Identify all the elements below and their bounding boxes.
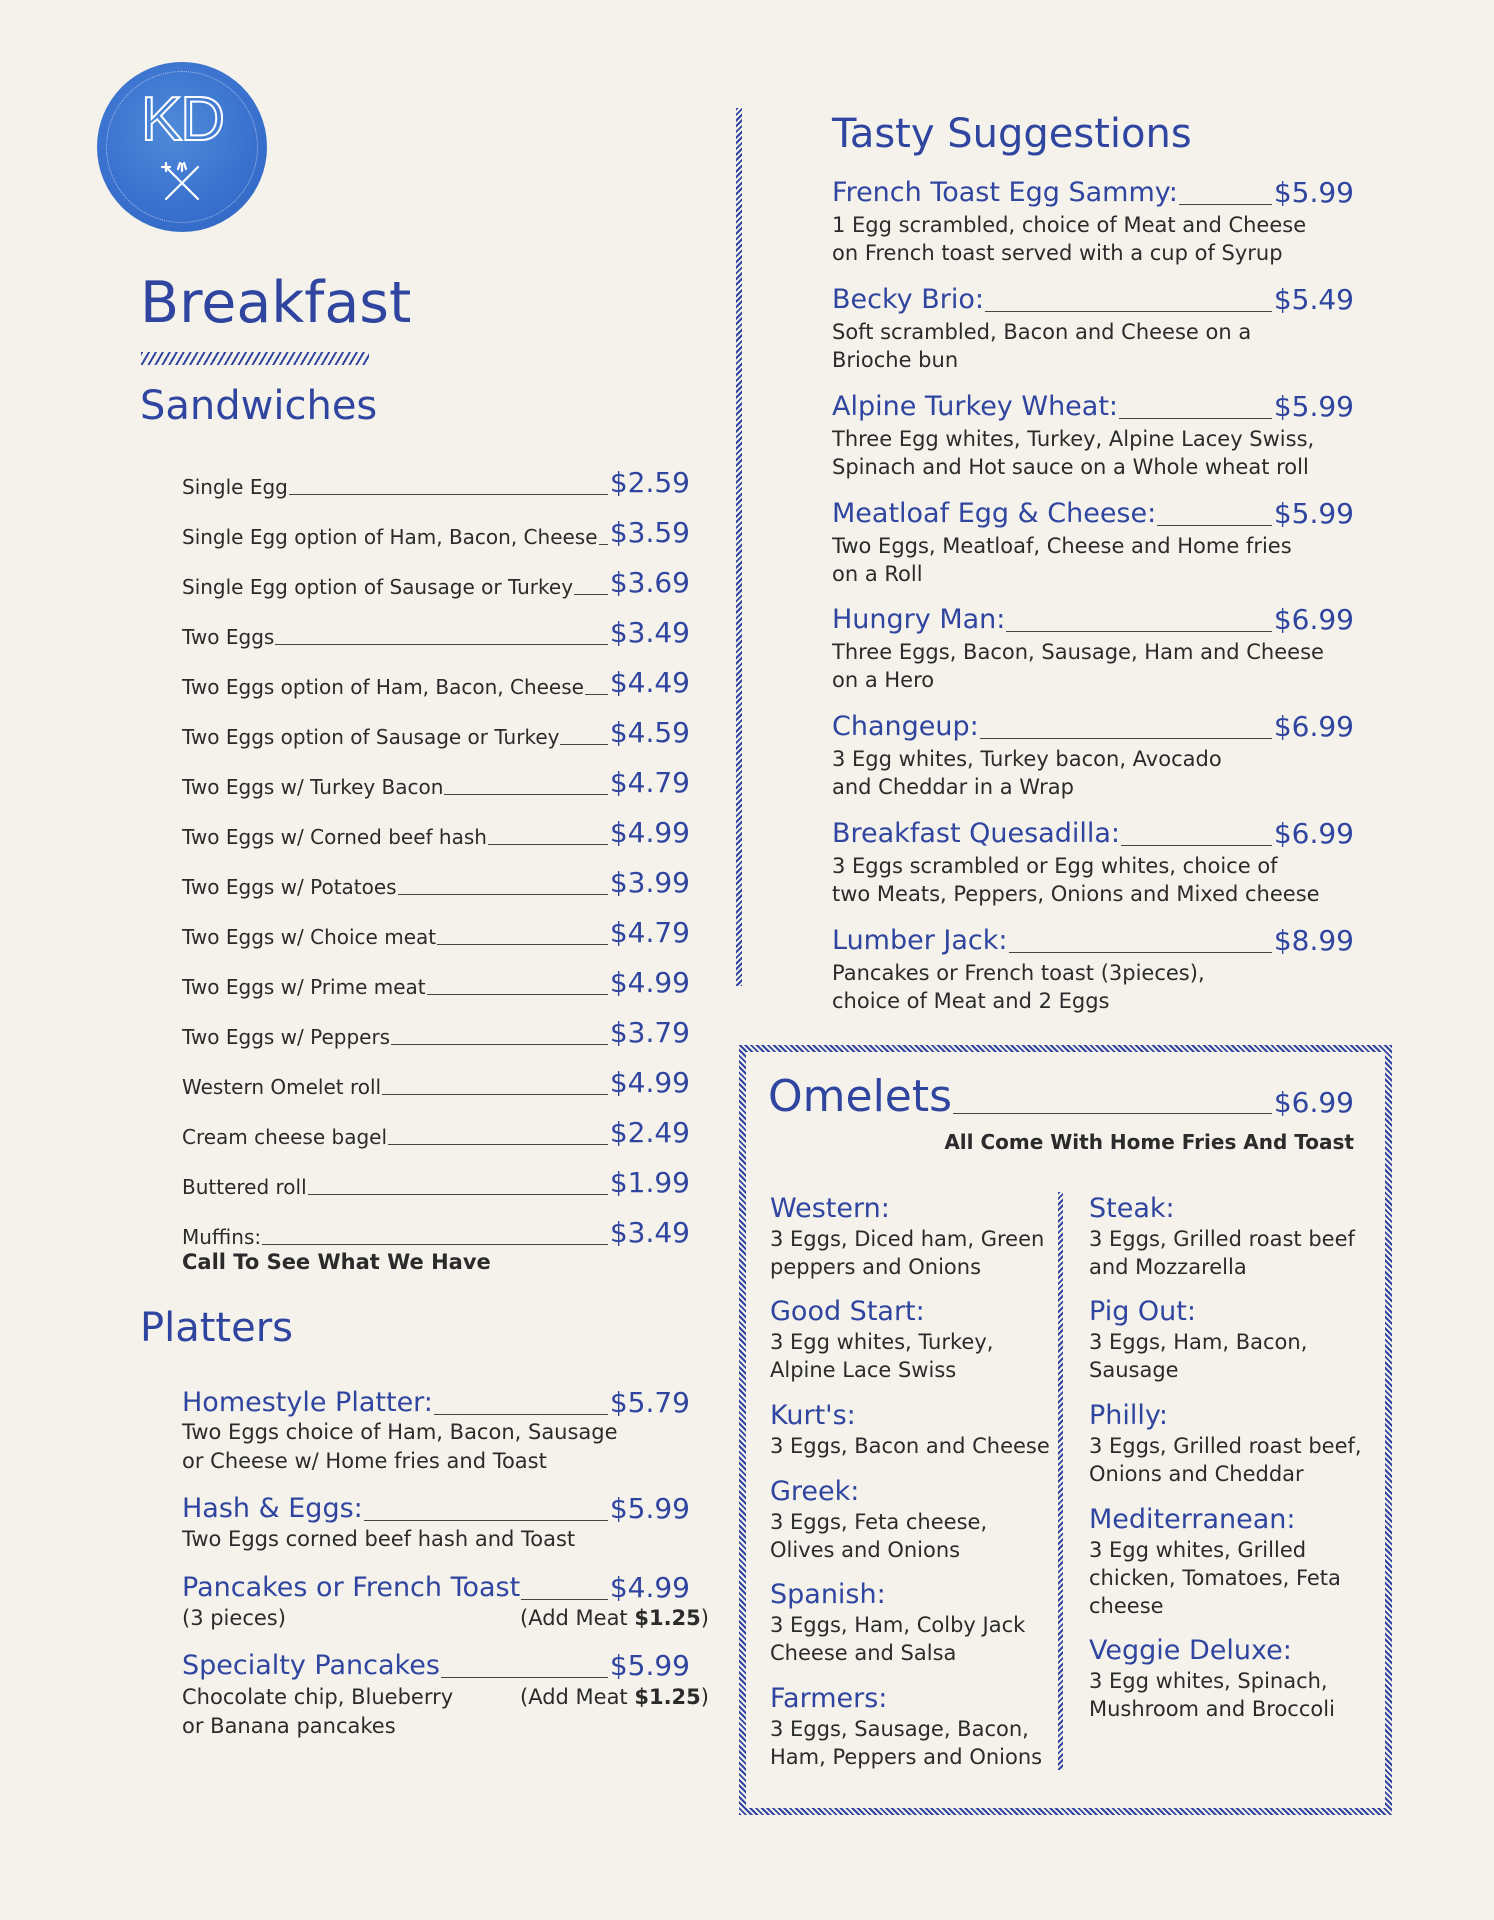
leader-line: [444, 794, 607, 795]
add-meat-close: ): [700, 1685, 709, 1709]
item-price: $4.99: [609, 1571, 690, 1604]
menu-item: [832, 283, 1354, 317]
item-price: $4.99: [609, 966, 690, 999]
item-name: Single Egg option of Ham, Bacon, Cheese: [182, 525, 598, 549]
item-name: French Toast Egg Sammy:: [832, 177, 1178, 208]
item-name: Cream cheese bagel: [182, 1125, 388, 1149]
platters-heading: Platters: [140, 1305, 294, 1351]
item-description: (3 pieces): [182, 1606, 286, 1630]
item-description: Two Eggs corned beef hash and Toast: [182, 1527, 576, 1551]
leader-line: [599, 544, 608, 545]
item-name: Two Eggs: [182, 625, 275, 649]
item-description: Chocolate chip, Blueberry: [182, 1685, 454, 1709]
item-name: Western Omelet roll: [182, 1075, 382, 1099]
omelet-description: Onions and Cheddar: [1089, 1462, 1304, 1486]
omelet-description: 3 Egg whites, Spinach,: [1089, 1669, 1328, 1693]
item-description: Two Eggs, Meatloaf, Cheese and Home fries: [832, 534, 1292, 558]
leader-line: [434, 1414, 608, 1415]
item-price: $4.99: [609, 816, 690, 849]
menu-item: [182, 1166, 690, 1200]
item-name: Two Eggs option of Ham, Bacon, Cheese: [182, 675, 584, 699]
add-meat-close: ): [700, 1606, 709, 1630]
item-name: Specialty Pancakes: [182, 1650, 440, 1681]
menu-item: [832, 390, 1354, 424]
menu-item: [182, 1649, 690, 1683]
omelet-description: 3 Eggs, Ham, Bacon,: [1089, 1330, 1308, 1354]
item-description: 3 Eggs scrambled or Egg whites, choice of: [832, 854, 1278, 878]
item-description: or Banana pancakes: [182, 1714, 396, 1738]
omelet-description: 3 Egg whites, Turkey,: [770, 1330, 994, 1354]
omelets-price: $6.99: [1273, 1086, 1354, 1119]
omelet-name: Western:: [770, 1193, 890, 1224]
leader-line: [488, 844, 608, 845]
item-name: Homestyle Platter:: [182, 1387, 433, 1418]
omelet-description: peppers and Onions: [770, 1255, 982, 1279]
omelets-column-divider: [1058, 1192, 1063, 1770]
item-description: 1 Egg scrambled, choice of Meat and Cheese: [832, 213, 1307, 237]
omelet-description: cheese: [1089, 1594, 1164, 1618]
item-description: Brioche bun: [832, 348, 959, 372]
omelet-description: 3 Eggs, Ham, Colby Jack: [770, 1613, 1026, 1637]
omelet-description: 3 Eggs, Bacon and Cheese: [770, 1434, 1050, 1458]
omelets-note: All Come With Home Fries And Toast: [944, 1130, 1354, 1154]
item-price: $5.99: [609, 1649, 690, 1682]
item-price: $1.99: [609, 1166, 690, 1199]
menu-item: [832, 497, 1354, 531]
omelet-name: Philly:: [1089, 1400, 1169, 1431]
item-price: $5.99: [1273, 497, 1354, 530]
item-description: Three Egg whites, Turkey, Alpine Lacey Swiss,: [832, 427, 1315, 451]
item-price: $4.59: [609, 716, 690, 749]
menu-item: [832, 710, 1354, 744]
item-description: Three Eggs, Bacon, Sausage, Ham and Cheese: [832, 640, 1324, 664]
leader-line: [427, 994, 608, 995]
sandwiches-heading: Sandwiches: [140, 383, 378, 429]
leader-line: [1121, 845, 1272, 846]
leader-line: [391, 1044, 608, 1045]
item-name: Becky Brio:: [832, 284, 984, 315]
item-name: Single Egg option of Sausage or Turkey: [182, 575, 574, 599]
omelet-description: 3 Eggs, Grilled roast beef,: [1089, 1434, 1362, 1458]
omelet-description: chicken, Tomatoes, Feta: [1089, 1566, 1341, 1590]
title-underline: [141, 352, 369, 365]
menu-item: [182, 916, 690, 950]
item-price: $5.99: [609, 1492, 690, 1525]
item-price: $8.99: [1273, 924, 1354, 957]
item-name: Changeup:: [832, 711, 979, 742]
leader-line: [1179, 204, 1272, 205]
menu-item: [182, 1116, 690, 1150]
leader-line: [388, 1144, 608, 1145]
omelet-description: 3 Eggs, Grilled roast beef: [1089, 1227, 1355, 1251]
omelet-name: Farmers:: [770, 1683, 888, 1714]
item-name: Muffins:: [182, 1225, 262, 1249]
menu-item: [182, 766, 690, 800]
omelet-name: Steak:: [1089, 1193, 1175, 1224]
menu-item: [832, 924, 1354, 958]
item-name: Two Eggs w/ Turkey Bacon: [182, 775, 444, 799]
leader-line: [585, 694, 608, 695]
omelet-description: Olives and Onions: [770, 1538, 961, 1562]
item-name: Two Eggs w/ Prime meat: [182, 975, 426, 999]
item-description: 3 Egg whites, Turkey bacon, Avocado: [832, 747, 1222, 771]
leader-line: [1119, 418, 1272, 419]
menu-item: [182, 1386, 690, 1420]
menu-item: [182, 666, 690, 700]
item-name: Alpine Turkey Wheat:: [832, 391, 1119, 422]
item-description: Two Eggs choice of Ham, Bacon, Sausage: [182, 1420, 618, 1444]
item-description: Spinach and Hot sauce on a Whole wheat roll: [832, 455, 1309, 479]
leader-line: [441, 1677, 608, 1678]
leader-line: [1157, 525, 1272, 526]
item-name: Lumber Jack:: [832, 925, 1008, 956]
item-price: $6.99: [1273, 603, 1354, 636]
omelet-description: Cheese and Salsa: [770, 1641, 957, 1665]
menu-item: [182, 1216, 690, 1250]
omelet-description: Sausage: [1089, 1358, 1179, 1382]
add-meat-note: [520, 1604, 709, 1632]
item-description: on French toast served with a cup of Syrup: [832, 241, 1283, 265]
leader-line: [985, 311, 1272, 312]
item-name: Two Eggs w/ Corned beef hash: [182, 825, 487, 849]
leader-line: [382, 1094, 608, 1095]
menu-item: [182, 1066, 690, 1100]
item-price: $3.79: [609, 1016, 690, 1049]
menu-item: [182, 1571, 690, 1605]
leader-line: [398, 894, 608, 895]
item-name: Single Egg: [182, 475, 288, 499]
leader-line: [364, 1520, 608, 1521]
menu-item: [182, 716, 690, 750]
item-price: $5.49: [1273, 283, 1354, 316]
omelet-name: Good Start:: [770, 1296, 925, 1327]
add-meat-price: $1.25: [634, 1685, 701, 1709]
leader-line: [308, 1194, 608, 1195]
item-description: Soft scrambled, Bacon and Cheese on a: [832, 320, 1252, 344]
omelet-description: Mushroom and Broccoli: [1089, 1697, 1335, 1721]
leader-line: [289, 494, 608, 495]
omelet-description: and Mozzarella: [1089, 1255, 1247, 1279]
omelet-description: 3 Eggs, Diced ham, Green: [770, 1227, 1045, 1251]
item-price: $3.49: [609, 1216, 690, 1249]
item-name: Hash & Eggs:: [182, 1493, 363, 1524]
item-name: Breakfast Quesadilla:: [832, 818, 1120, 849]
leader-line: [574, 594, 608, 595]
leader-line: [980, 738, 1272, 739]
item-description: on a Roll: [832, 562, 923, 586]
item-price: $4.99: [609, 1066, 690, 1099]
item-price: $4.79: [609, 766, 690, 799]
item-name: Two Eggs option of Sausage or Turkey: [182, 725, 560, 749]
menu-item: [832, 176, 1354, 210]
item-price: $6.99: [1273, 817, 1354, 850]
add-meat-note: [520, 1683, 709, 1711]
item-description: or Cheese w/ Home fries and Toast: [182, 1449, 547, 1473]
item-name: Buttered roll: [182, 1175, 307, 1199]
leader-line: [521, 1599, 608, 1600]
menu-item: [182, 466, 690, 500]
menu-item: [182, 616, 690, 650]
item-price: $6.99: [1273, 710, 1354, 743]
leader-line: [275, 644, 608, 645]
muffins-note: Call To See What We Have: [182, 1250, 491, 1274]
leader-line: [953, 1113, 1272, 1114]
add-meat-label: (Add Meat: [520, 1685, 635, 1709]
item-price: $5.79: [609, 1386, 690, 1419]
omelet-name: Kurt's:: [770, 1400, 856, 1431]
item-price: $2.49: [609, 1116, 690, 1149]
item-description: and Cheddar in a Wrap: [832, 775, 1074, 799]
item-price: $4.79: [609, 916, 690, 949]
item-name: Two Eggs w/ Potatoes: [182, 875, 397, 899]
item-price: $2.59: [609, 466, 690, 499]
omelet-name: Veggie Deluxe:: [1089, 1635, 1292, 1666]
item-price: $4.49: [609, 666, 690, 699]
omelets-heading: Omelets: [768, 1071, 953, 1122]
item-price: $3.49: [609, 616, 690, 649]
menu-item: [182, 816, 690, 850]
leader-line: [1009, 952, 1272, 953]
omelet-description: Ham, Peppers and Onions: [770, 1745, 1043, 1769]
logo-text: KD: [140, 85, 224, 154]
item-price: $3.99: [609, 866, 690, 899]
item-description: two Meats, Peppers, Onions and Mixed cheese: [832, 882, 1320, 906]
column-divider: [736, 108, 742, 986]
omelet-name: Pig Out:: [1089, 1296, 1196, 1327]
item-description: on a Hero: [832, 668, 935, 692]
leader-line: [1006, 631, 1271, 632]
omelet-name: Greek:: [770, 1476, 860, 1507]
add-meat-label: (Add Meat: [520, 1606, 635, 1630]
item-description: choice of Meat and 2 Eggs: [832, 989, 1110, 1013]
omelet-name: Mediterranean:: [1089, 1504, 1296, 1535]
add-meat-price: $1.25: [634, 1606, 701, 1630]
menu-item: [182, 866, 690, 900]
leader-line: [437, 944, 608, 945]
item-description: Pancakes or French toast (3pieces),: [832, 961, 1205, 985]
page-title: Breakfast: [140, 270, 412, 336]
omelet-description: 3 Eggs, Feta cheese,: [770, 1510, 988, 1534]
item-price: $5.99: [1273, 390, 1354, 423]
item-price: $5.99: [1273, 176, 1354, 209]
item-price: $3.69: [609, 566, 690, 599]
menu-item: [832, 817, 1354, 851]
item-name: Two Eggs w/ Choice meat: [182, 925, 437, 949]
menu-item: [182, 1492, 690, 1526]
omelet-name: Spanish:: [770, 1579, 886, 1610]
omelet-description: 3 Eggs, Sausage, Bacon,: [770, 1717, 1029, 1741]
item-price: $3.59: [609, 516, 690, 549]
menu-item: [182, 516, 690, 550]
suggestions-heading: Tasty Suggestions: [832, 111, 1192, 157]
leader-line: [262, 1244, 608, 1245]
menu-item: [182, 566, 690, 600]
leader-line: [560, 744, 607, 745]
menu-item: [832, 603, 1354, 637]
item-name: Pancakes or French Toast: [182, 1572, 521, 1603]
item-name: Meatloaf Egg & Cheese:: [832, 498, 1157, 529]
menu-item: [182, 1016, 690, 1050]
omelet-description: 3 Egg whites, Grilled: [1089, 1538, 1307, 1562]
menu-item: [182, 966, 690, 1000]
item-name: Hungry Man:: [832, 604, 1006, 635]
item-name: Two Eggs w/ Peppers: [182, 1025, 391, 1049]
fork-knife-icon: [158, 159, 206, 207]
omelets-header: [768, 1071, 1354, 1123]
omelet-description: Alpine Lace Swiss: [770, 1358, 957, 1382]
logo: [97, 62, 267, 232]
